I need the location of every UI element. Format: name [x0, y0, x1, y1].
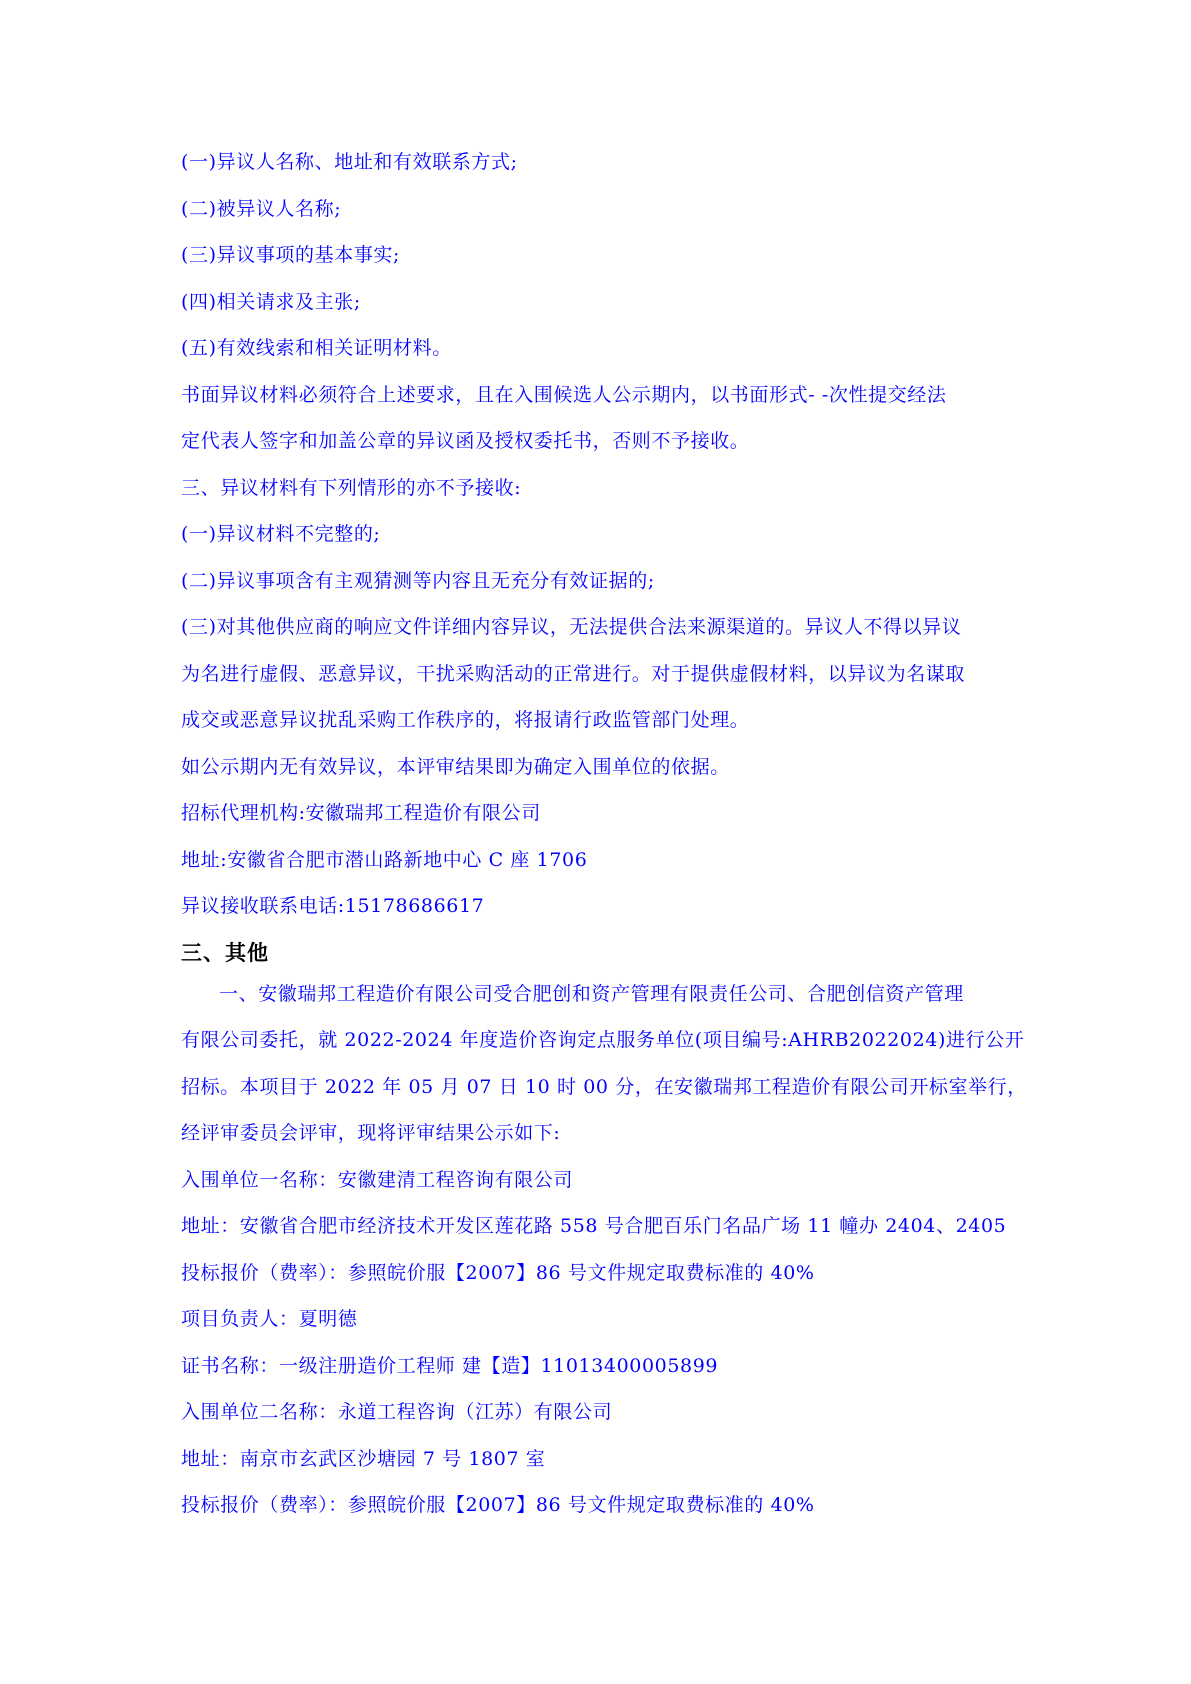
- text-line: (五)有效线索和相关证明材料。: [181, 337, 452, 359]
- text-line: 经评审委员会评审，现将评审结果公示如下:: [181, 1122, 561, 1144]
- text-line: (一)异议人名称、地址和有效联系方式;: [181, 151, 518, 173]
- unit-two-bid: 投标报价（费率）：参照皖价服【2007】86 号文件规定取费标准的 40%: [181, 1494, 815, 1516]
- section-heading: 三、其他: [181, 940, 269, 965]
- text-line: 书面异议材料必须符合上述要求，且在入围候选人公示期内，以书面形式- -次性提交经法: [181, 383, 947, 406]
- unit-one-address: 地址：安徽省合肥市经济技术开发区莲花路 558 号合肥百乐门名品广场 11 幢办 2404、2405: [181, 1215, 1007, 1237]
- unit-one-name: 入围单位一名称：安徽建清工程咨询有限公司: [181, 1168, 574, 1191]
- text-line: 为名进行虚假、恶意异议，干扰采购活动的正常进行。对于提供虚假材料，以异议为名谋取: [181, 662, 966, 685]
- address-line: 地址:安徽省合肥市潜山路新地中心 C 座 1706: [181, 848, 588, 871]
- text-line: 招标。本项目于 2022 年 05 月 07 日 10 时 00 分，在安徽瑞邦工程造价有限公司开标室举行，: [181, 1075, 1027, 1098]
- text-line: (三)对其他供应商的响应文件详细内容异议，无法提供合法来源渠道的。异议人不得以异议: [181, 616, 962, 638]
- text-line: 定代表人签字和加盖公章的异议函及授权委托书，否则不予接收。: [181, 430, 750, 452]
- agency-line: 招标代理机构:安徽瑞邦工程造价有限公司: [181, 802, 541, 824]
- text-line: 成交或恶意异议扰乱采购工作秩序的，将报请行政监管部门处理。: [181, 709, 750, 731]
- text-line: (一)异议材料不完整的;: [181, 523, 381, 545]
- unit-one-bid: 投标报价（费率）：参照皖价服【2007】86 号文件规定取费标准的 40%: [181, 1261, 815, 1284]
- text-line: (二)异议事项含有主观猜测等内容且无充分有效证据的;: [181, 569, 655, 592]
- text-line: 一、安徽瑞邦工程造价有限公司受合肥创和资产管理有限责任公司、合肥创信资产管理: [219, 982, 964, 1005]
- text-line: (二)被异议人名称;: [181, 197, 342, 220]
- phone-line: 异议接收联系电话:15178686617: [181, 895, 485, 917]
- unit-two-address: 地址：南京市玄武区沙塘园 7 号 1807 室: [181, 1447, 546, 1470]
- text-line: (四)相关请求及主张;: [181, 290, 361, 313]
- unit-two-name: 入围单位二名称：永道工程咨询（江苏）有限公司: [181, 1401, 613, 1423]
- text-line: 有限公司委托，就 2022-2024 年度造价咨询定点服务单位(项目编号:AHRB2022024)进行公开: [181, 1029, 1025, 1051]
- document-body: [181, 148, 1027, 1538]
- unit-one-manager: 项目负责人：夏明德: [181, 1308, 358, 1330]
- text-line: 三、异议材料有下列情形的亦不予接收:: [181, 476, 522, 499]
- text-line: (三)异议事项的基本事实;: [181, 244, 401, 266]
- text-line: 如公示期内无有效异议，本评审结果即为确定入围单位的依据。: [181, 755, 730, 778]
- unit-one-certificate: 证书名称：一级注册造价工程师 建【造】11013400005899: [181, 1354, 719, 1377]
